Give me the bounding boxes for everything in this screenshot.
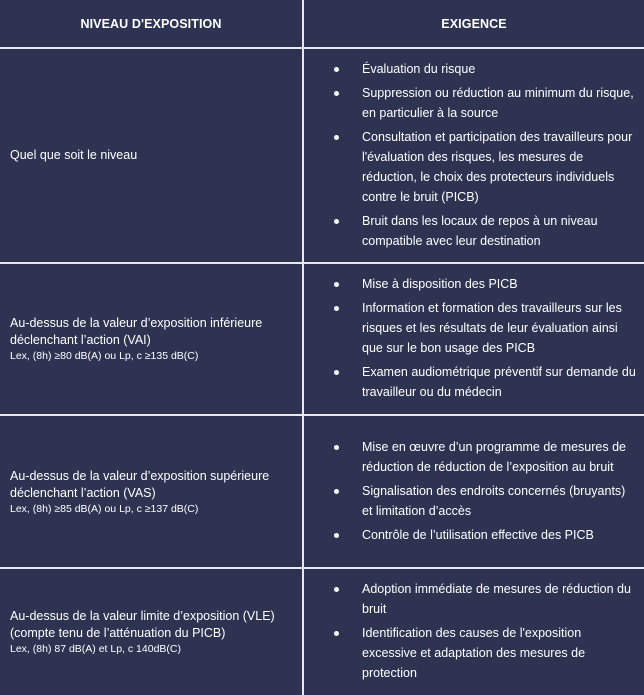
requirement-item: Identification des causes de l'exposition excessive et adaptation des mesures de protection [334,623,636,683]
requirement-item: Information et formation des travailleurs sur les risques et les résultats de leur évaluation ainsi que sur le bon usage des PICB [334,298,636,358]
table-row [0,264,644,414]
exposure-level-cell [0,416,302,567]
exposure-level-threshold: Lex, (8h) 87 dB(A) et Lp, c 140dB(C) [10,643,181,655]
table-row [0,49,644,262]
requirement-cell [302,49,644,262]
exposure-level-cell [0,569,302,695]
requirement-item: Adoption immédiate de mesures de réduction du bruit [334,579,636,619]
requirement-list [334,435,636,549]
bullet-icon [334,533,339,538]
bullet-icon [334,306,339,311]
requirement-cell [302,416,644,567]
requirement-item: Examen audiométrique préventif sur demande du travailleur ou du médecin [334,362,636,402]
requirement-cell [302,264,644,414]
bullet-icon [334,445,339,450]
requirement-item: Bruit dans les locaux de repos à un niveau compatible avec leur destination [334,211,636,251]
header-exposure-level: NIVEAU D'EXPOSITION [80,16,222,31]
bullet-icon [334,135,339,140]
header-requirement: EXIGENCE [302,0,644,47]
exposure-level-label: Au-dessus de la valeur limite d’exposition (VLE) (compte tenu de l’atténuation du PICB) [10,609,275,640]
bullet-icon [334,91,339,96]
bullet-icon [334,489,339,494]
requirement-item: Mise à disposition des PICB [334,274,636,294]
requirement-item: Consultation et participation des travailleurs pour l'évaluation des risques, les mesures de réduction, le choix des protecteurs individuels contre le bruit (PICB) [334,127,636,207]
requirement-list [334,272,636,406]
bullet-icon [334,587,339,592]
bullet-icon [334,67,339,72]
requirement-item: Contrôle de l’utilisation effective des PICB [334,525,636,545]
requirement-list [334,577,636,687]
requirement-cell [302,569,644,695]
exposure-level-label: Quel que soit le niveau [10,148,138,162]
exposure-level-cell [0,49,302,262]
requirement-list [334,57,636,255]
requirement-item: Suppression ou réduction au minimum du risque, en particulier à la source [334,83,636,123]
table-header-row [0,0,644,47]
requirement-item: Évaluation du risque [334,59,636,79]
bullet-icon [334,282,339,287]
bullet-icon [334,370,339,375]
exposure-level-threshold: Lex, (8h) ≥80 dB(A) ou Lp, c ≥135 dB(C) [10,350,199,362]
requirement-item: Signalisation des endroits concernés (bruyants) et limitation d’accès [334,481,636,521]
table-row [0,416,644,567]
bullet-icon [334,219,339,224]
exposure-level-threshold: Lex, (8h) ≥85 dB(A) ou Lp, c ≥137 dB(C) [10,502,199,515]
requirement-item: Mise en œuvre d’un programme de mesures de réduction de réduction de l’exposition au bruit [334,437,636,477]
table-row [0,569,644,695]
exposure-level-label: Au-dessus de la valeur d’exposition supérieure déclenchant l’action (VAS) [10,468,270,500]
exposure-level-label: Au-dessus de la valeur d’exposition inférieure déclenchant l’action (VAI) [10,316,263,347]
exposure-level-cell [0,264,302,414]
bullet-icon [334,631,339,636]
